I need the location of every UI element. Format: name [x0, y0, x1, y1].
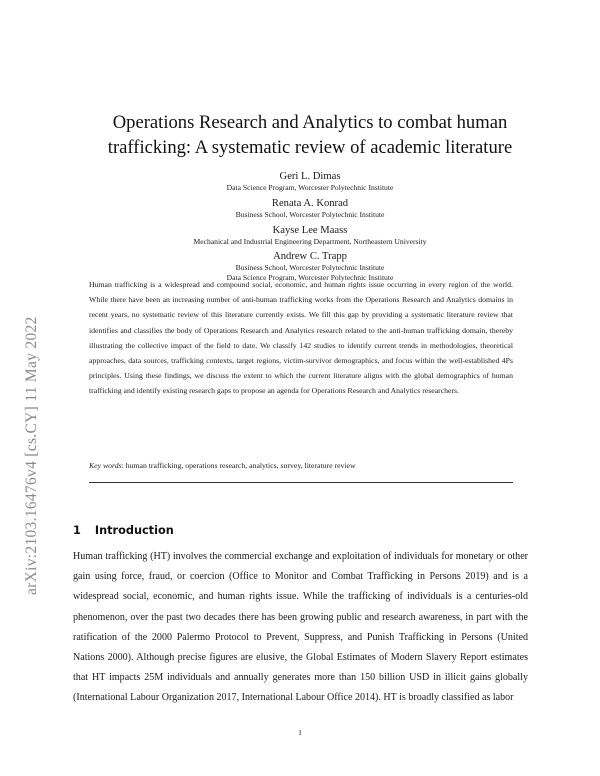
abstract: Human trafficking is a widespread and compound social, economic, and human rights issue occurring in every region of the world. While there have been an increasing number of anti-human trafficking works from the Operations Research and Analytics domains in recent years, no systematic review of this literature currently exists. We fill this gap by providing a systematic literature review that identifies and classifies the body of Operations Research and Analytics research related to the anti-human trafficking domain, thereby illustrating the collective impact of the field to date. We classify 142 studies to identify current trends in methodologies, theoretical approaches, data sources, trafficking contexts, target regions, victim-survivor demographics, and focus within the well-established 4Ps principles. Using these findings, we discuss the extent to which the current literature aligns with the global demographics of human trafficking and identify existing research gaps to propose an agenda for Operations Research and Analytics researchers.	[89, 280, 513, 396]
author-block	[60, 197, 560, 220]
author-name: Geri L. Dimas	[279, 171, 341, 182]
title-line-1: Operations Research and Analytics to combat human	[112, 112, 508, 133]
title-line-2: trafficking: A systematic review of academic literature	[107, 137, 513, 158]
author-name: Kayse Lee Maass	[272, 225, 348, 236]
arxiv-identifier: arXiv:2103.16476v4 [cs.CY] 11 May 2022	[23, 316, 40, 595]
author-name: Renata A. Konrad	[271, 198, 349, 209]
author-name: Andrew C. Trapp	[273, 251, 347, 262]
section-number: 1	[73, 524, 81, 537]
keywords-label: Key words	[89, 461, 122, 470]
introduction-paragraph: Human trafficking (HT) involves the commercial exchange and exploitation of individuals for monetary or other gain using force, fraud, or coercion (Office to Monitor and Combat Trafficking in Persons 2019) and is a widespread social, economic, and human rights issue. While the trafficking of individuals is a centuries-old phenomenon, over the past two decades there has been growing public and research awareness, in part with the ratification of the 2000 Palermo Protocol to Prevent, Suppress, and Punish Trafficking in Persons (United Nations 2000). Although precise figures are elusive, the Global Estimates of Modern Slavery Report estimates that HT impacts 25M individuals and annually generates more than 150 billion USD in illicit gains globally (International Labour Organization 2017, International Labour Office 2014). HT is broadly classified as labor	[73, 551, 528, 704]
author-affiliation: Data Science Program, Worcester Polytechnic Institute	[226, 183, 394, 192]
author-block	[60, 170, 560, 193]
section-title: Introduction	[94, 524, 174, 537]
keywords	[89, 460, 513, 472]
keywords-list: : human trafficking, operations research, analytics, survey, literature review	[121, 461, 356, 470]
abstract-divider	[89, 482, 513, 483]
author-affiliation: Business School, Worcester Polytechnic Institute	[235, 210, 385, 219]
page-number: 1	[298, 728, 302, 737]
author-affiliation: Mechanical and Industrial Engineering Department, Northeastern University	[193, 237, 427, 246]
author-affiliation: Business School, Worcester Polytechnic Institute	[235, 263, 385, 272]
author-affiliation: Data Science Program, Worcester Polytechnic Institute	[226, 273, 394, 282]
paper-title	[60, 110, 560, 160]
section-heading	[73, 523, 174, 539]
author-block	[60, 224, 560, 247]
